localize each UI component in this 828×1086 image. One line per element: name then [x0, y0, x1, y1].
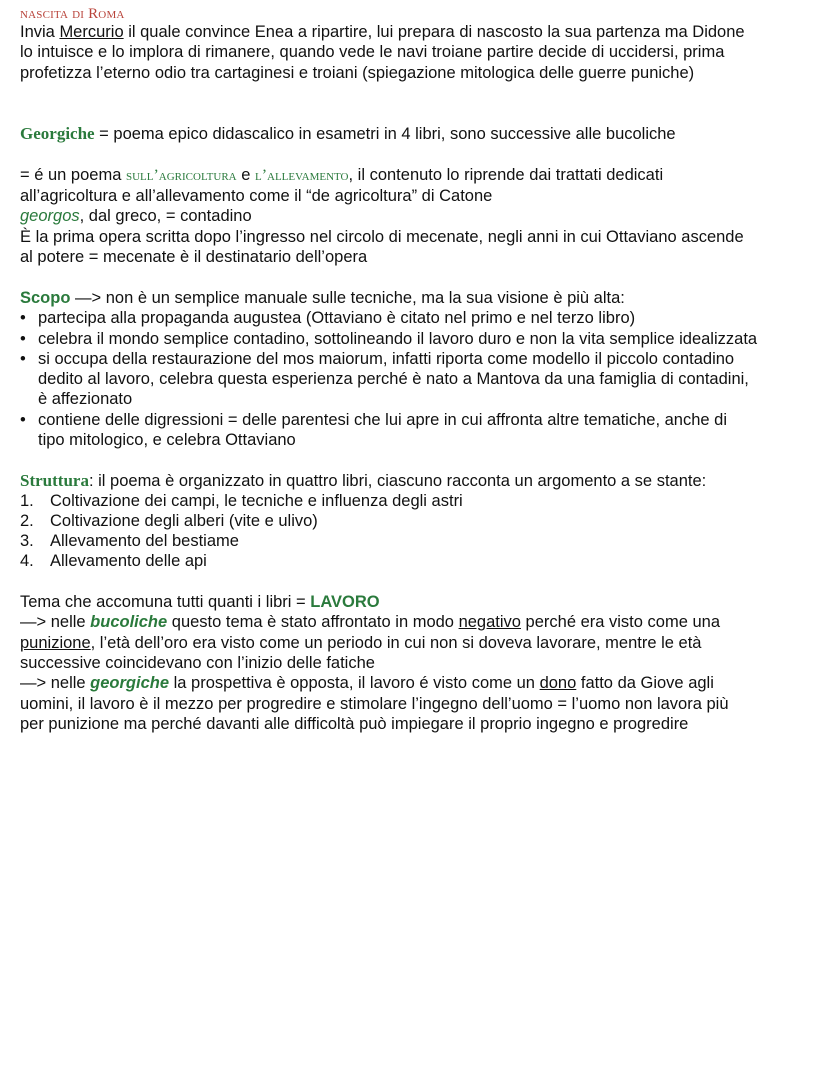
text: , il contenuto lo riprende dai trattati dedicati: [348, 166, 664, 184]
text: contiene delle digressioni = delle parentesi che lui apre in cui affronta altre tematiche, anche di: [38, 411, 727, 429]
list-number: 3.: [20, 532, 34, 550]
struttura-item: [20, 491, 463, 511]
georgiche-line-3: [20, 206, 252, 226]
scopo-bullet-3-cont: dedito al lavoro, celebra questa esperienza perché è nato a Mantova da una famiglia di contadini,: [38, 370, 749, 388]
heading-term: Struttura: [20, 471, 89, 490]
tema-line-2: [20, 612, 720, 632]
text: —> nelle: [20, 674, 91, 692]
bullet-icon: •: [20, 350, 26, 368]
scopo-bullet-3: [20, 349, 734, 369]
text: e: [236, 166, 255, 184]
underlined-term: dono: [539, 674, 577, 692]
text: —> nelle: [20, 613, 91, 631]
list-number: 2.: [20, 512, 34, 530]
intro-line-3: profetizza l’eterno odio tra cartaginesi e troiani (spiegazione mitologica delle guerre puniche): [20, 64, 695, 82]
list-number: 4.: [20, 552, 34, 570]
text: perché era visto come una: [520, 613, 720, 631]
text: Coltivazione dei campi, le tecniche e influenza degli astri: [50, 492, 463, 510]
text: la prospettiva è opposta, il lavoro é visto come un: [169, 674, 540, 692]
bullet-icon: •: [20, 309, 26, 327]
text: Tema che accomuna tutti quanti i libri =: [20, 593, 311, 611]
tema-line-6: uomini, il lavoro è il mezzo per progredire e stimolare l’ingegno dell’uomo = l’uomo non lavora più: [20, 695, 729, 713]
text: = é un poema: [20, 166, 126, 184]
section-header: nascita di Roma: [20, 6, 125, 22]
emphasis-term: bucoliche: [90, 613, 168, 631]
text: si occupa della restaurazione del mos maiorum, infatti riporta come modello il piccolo contadino: [38, 350, 735, 368]
tema-line-4: successive coincidevano con l’inizio delle fatiche: [20, 654, 375, 672]
struttura-item: [20, 511, 318, 531]
list-number: 1.: [20, 492, 34, 510]
small-caps-term: l’allevamento: [254, 167, 349, 184]
text: Coltivazione degli alberi (vite e ulivo): [50, 512, 318, 530]
scopo-bullet-3-cont: è affezionato: [38, 390, 133, 408]
text: Allevamento del bestiame: [50, 532, 239, 550]
georgiche-line-1: [20, 165, 663, 186]
georgiche-line-4: È la prima opera scritta dopo l’ingresso nel circolo di mecenate, negli anni in cui Ottaviano ascende: [20, 228, 744, 246]
text: —> non è un semplice manuale sulle tecniche, ma la sua visione è più alta:: [70, 289, 625, 307]
scopo-bullet-4: [20, 410, 727, 430]
intro-line-2: lo intuisce e lo implora di rimanere, quando vede le navi troiane partire decide di uccidersi, prima: [20, 43, 725, 61]
underlined-term: negativo: [458, 613, 521, 631]
text: Allevamento delle api: [50, 552, 207, 570]
text: : il poema è organizzato in quattro libri, ciascuno racconta un argomento a se stante:: [88, 472, 707, 490]
georgiche-heading: [20, 124, 676, 144]
bullet-icon: •: [20, 330, 26, 348]
italic-term: georgos: [20, 207, 80, 225]
scopo-bullet-4-cont: tipo mitologico, e celebra Ottaviano: [38, 431, 296, 449]
heading-term: Georgiche: [20, 124, 95, 143]
small-caps-term: sull’agricoltura: [125, 167, 237, 184]
text: questo tema è stato affrontato in modo: [167, 613, 459, 631]
scopo-bullet-2: [20, 329, 757, 349]
scopo-heading: [20, 288, 625, 308]
georgiche-line-2: all’agricoltura e all’allevamento come il “de agricoltura” di Catone: [20, 187, 493, 205]
struttura-item: [20, 531, 239, 551]
tema-line-3: [20, 633, 701, 653]
tema-line-7: per punizione ma perché davanti alle difficoltà può impiegare il proprio ingegno e progredire: [20, 715, 689, 733]
emphasis-term: LAVORO: [310, 593, 380, 611]
text: celebra il mondo semplice contadino, sottolineando il lavoro duro e non la vita semplice idealizzata: [38, 330, 758, 348]
struttura-heading: [20, 471, 706, 491]
text: , dal greco, = contadino: [79, 207, 252, 225]
text: = poema epico didascalico in esametri in 4 libri, sono successive alle bucoliche: [94, 125, 676, 143]
heading-term: Scopo: [20, 289, 71, 307]
underlined-term: Mercurio: [59, 23, 124, 41]
underlined-term: punizione: [20, 634, 91, 652]
tema-line-5: [20, 673, 714, 693]
bullet-icon: •: [20, 411, 26, 429]
text: il quale convince Enea a ripartire, lui prepara di nascosto la sua partenza ma Didone: [123, 23, 745, 41]
tema-line-1: [20, 592, 380, 612]
text: Invia: [20, 23, 60, 41]
georgiche-line-5: al potere = mecenate è il destinatario dell’opera: [20, 248, 368, 266]
emphasis-term: georgiche: [90, 674, 170, 692]
text: partecipa alla propaganda augustea (Ottaviano è citato nel primo e nel terzo libro): [38, 309, 636, 327]
scopo-bullet-1: [20, 308, 635, 328]
text: fatto da Giove agli: [576, 674, 714, 692]
intro-line-1: [20, 22, 745, 42]
struttura-item: [20, 551, 207, 571]
text: , l’età dell’oro era visto come un periodo in cui non si doveva lavorare, mentre le età: [90, 634, 702, 652]
